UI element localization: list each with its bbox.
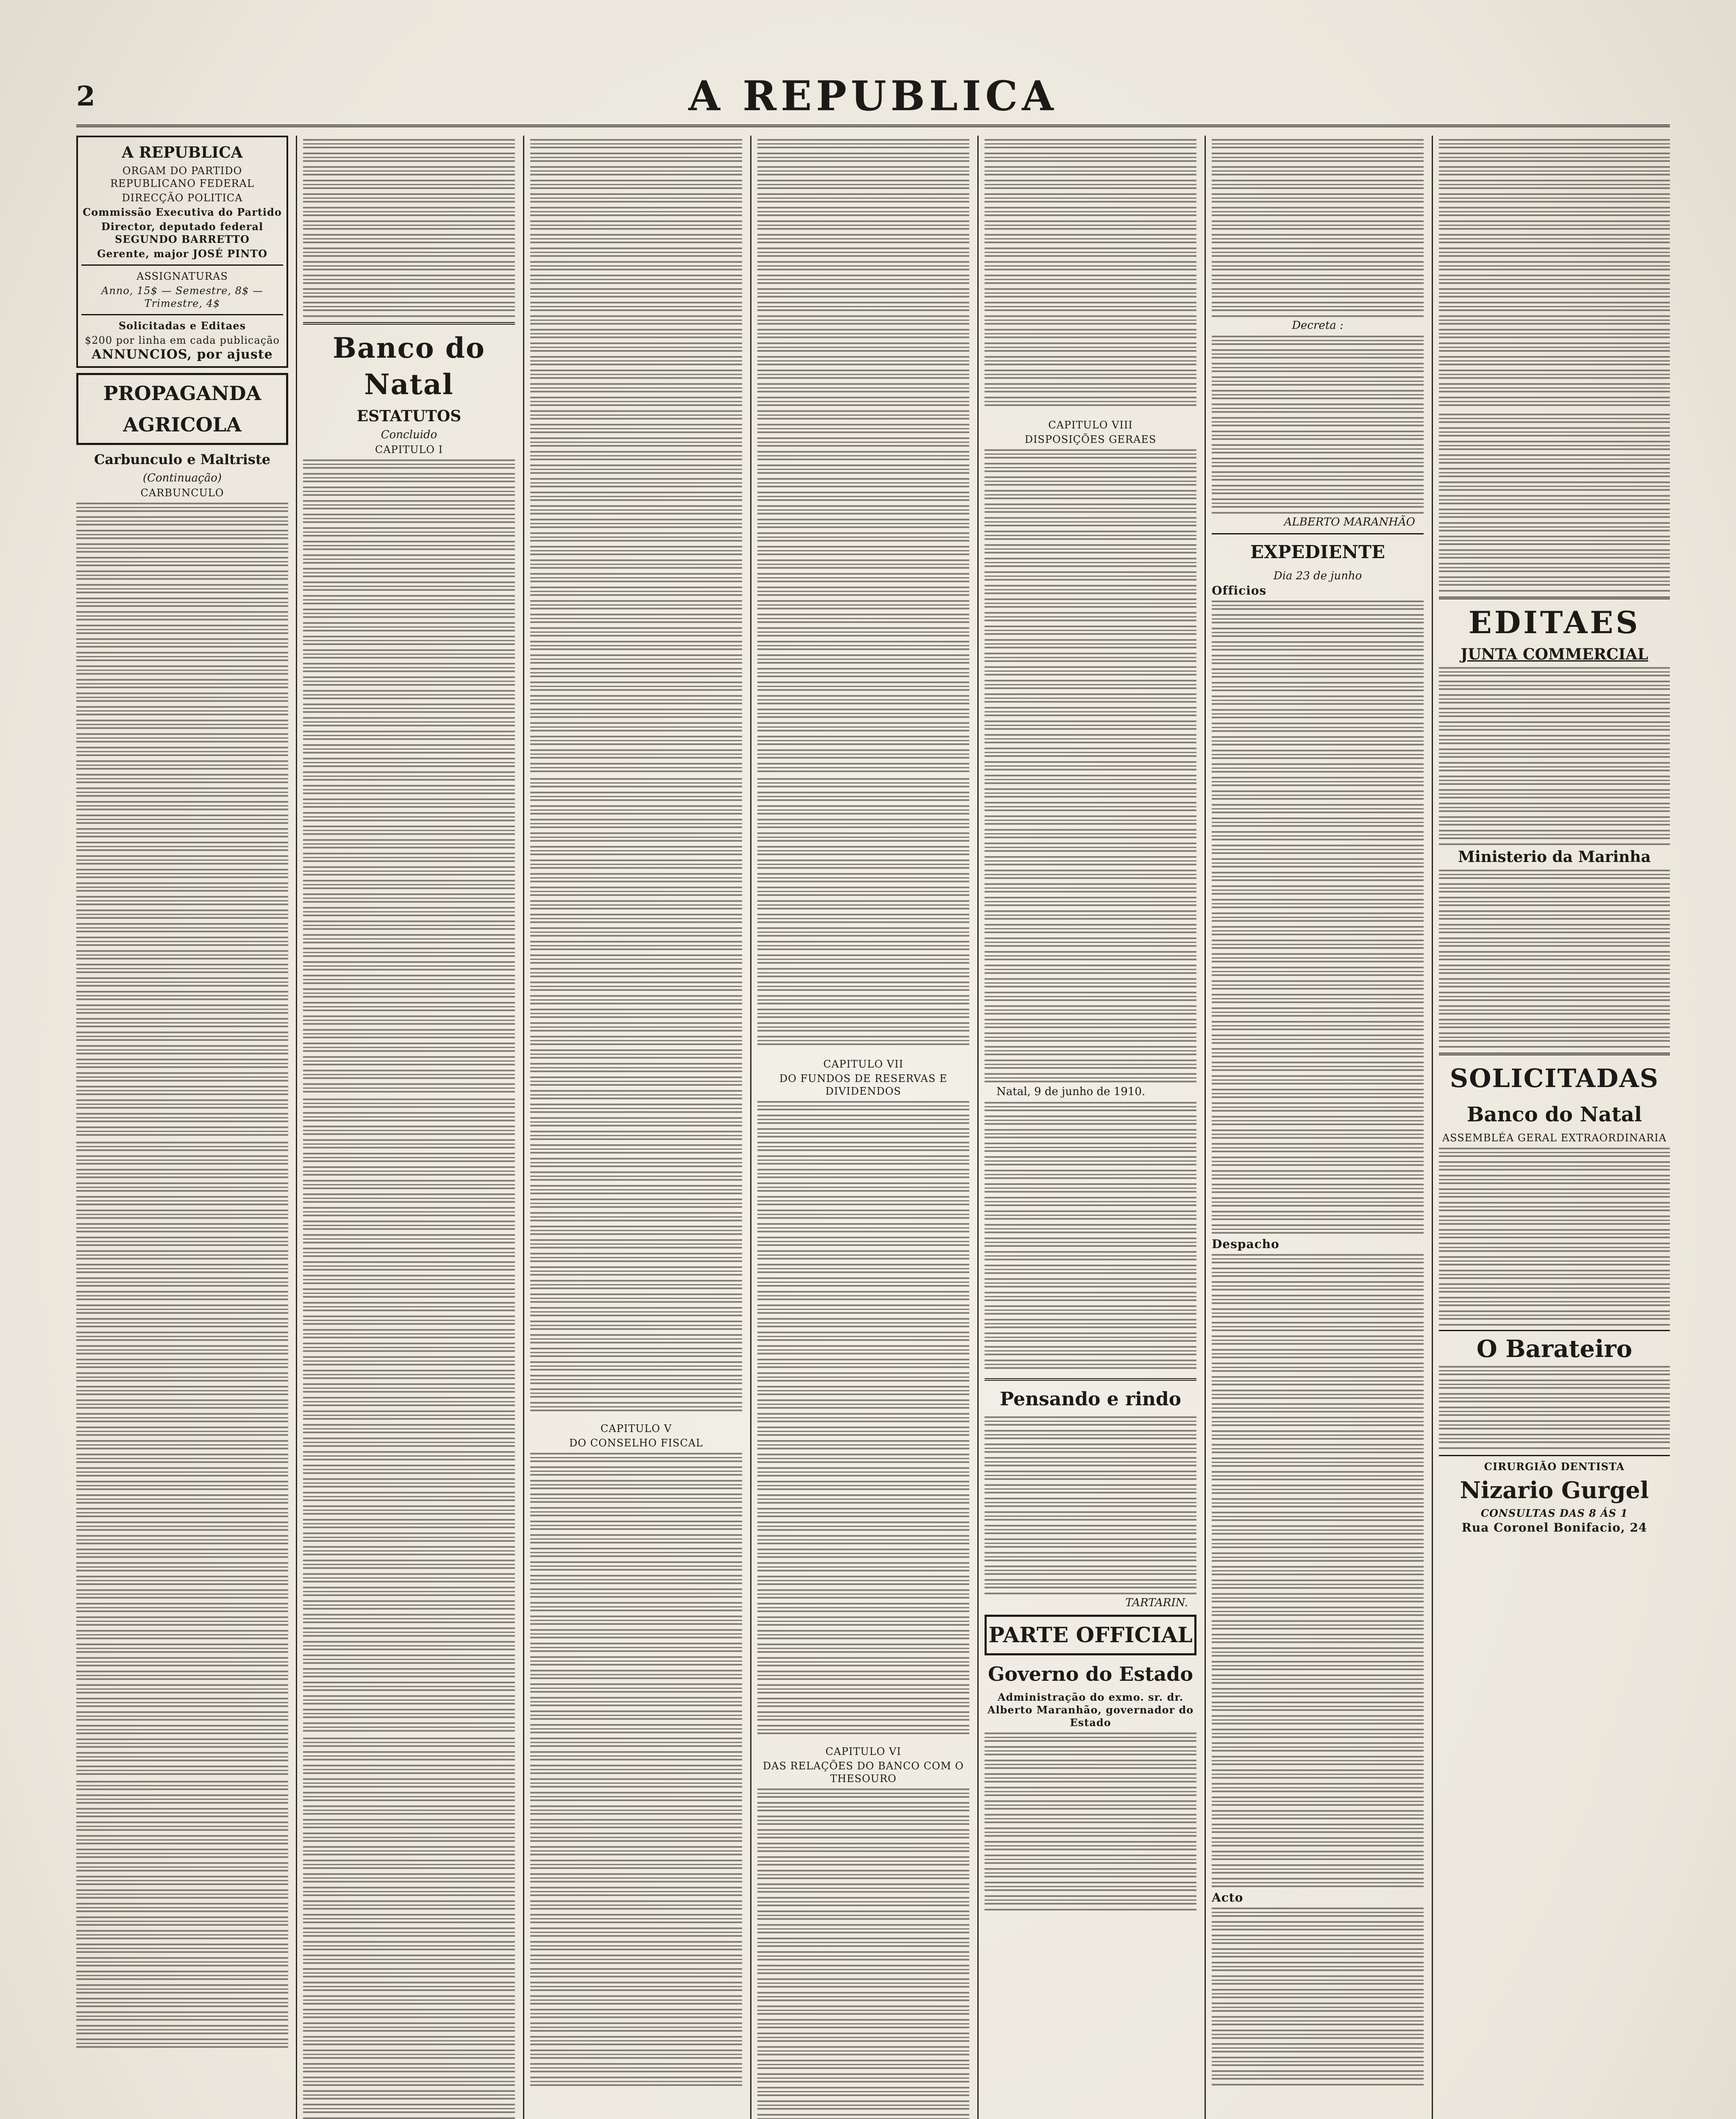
continuation: (Continuação) [142, 472, 222, 484]
pensando-heading: Pensando e rindo [1000, 1388, 1181, 1410]
cirurgiao-heading: CIRURGIÃO DENTISTA [1484, 1460, 1625, 1473]
governor-signature: ALBERTO MARANHÃO [1284, 516, 1415, 528]
column-3 [530, 136, 742, 2119]
columns [76, 136, 1670, 2119]
statutes-body [757, 1788, 969, 2119]
assembleia-heading: ASSEMBLÉA GERAL EXTRAORDINARIA [1442, 1132, 1667, 1144]
column-rule [523, 136, 524, 2119]
divider [1439, 1053, 1670, 1055]
dentist-name: Nizario Gurgel [1460, 1477, 1649, 1504]
sub-head: CARBUNCULO [140, 487, 224, 499]
column-1 [76, 136, 288, 2119]
statutes-body [757, 139, 969, 775]
statutes-body [985, 449, 1196, 1085]
barateiro-body [1439, 1366, 1670, 1451]
statutes-body [530, 139, 742, 775]
chapter-heading: CAPITULO I [375, 444, 443, 456]
publisher-box [76, 136, 288, 368]
despacho-heading: Despacho [1212, 1237, 1280, 1251]
subscriptions-label: ASSIGNATURAS [136, 270, 228, 282]
decree-body [1212, 336, 1424, 514]
direction: DIRECÇÃO POLITICA [122, 192, 243, 204]
column-7 [1439, 136, 1670, 2119]
column-4 [757, 136, 969, 2119]
contract-body [1439, 414, 1670, 592]
director: Director, deputado federal SEGUNDO BARRETTO [101, 220, 264, 245]
statutes-body [530, 778, 742, 1414]
admin-line: Administração do exmo. sr. dr. Alberto Maranhão, governador do Estado [987, 1691, 1194, 1729]
column-rule [1205, 136, 1206, 2119]
chapter-subheading: DISPOSIÇÕES GERAES [1024, 434, 1157, 445]
chapter-heading: CAPITULO VI [825, 1746, 901, 1757]
pensando-signature: TARTARIN. [1125, 1596, 1188, 1609]
divider [1439, 597, 1670, 599]
article-body [76, 1781, 288, 2052]
bank-title: Banco do Natal [333, 331, 485, 401]
dentist-address: Rua Coronel Bonifacio, 24 [1461, 1521, 1647, 1535]
solicitadas-line: Solicitadas e Editaes [118, 320, 246, 332]
junta-heading: JUNTA COMMERCIAL [1461, 645, 1648, 663]
subscriptions: Anno, 15$ — Semestre, 8$ — Trimestre, 4$ [101, 285, 263, 309]
annuncios: ANNUNCIOS, por ajuste [92, 347, 273, 362]
expediente-date: Dia 23 de junho [1273, 570, 1362, 582]
chapter-heading: CAPITULO V [600, 1423, 672, 1435]
column-rule [296, 136, 297, 2119]
line-price: $200 por linha em cada publicação [85, 334, 280, 346]
organ-line: ORGAM DO PARTIDO REPUBLICANO FEDERAL [110, 165, 254, 189]
column-rule [1432, 136, 1433, 2119]
paper-title: A REPUBLICA [122, 144, 243, 161]
date-line: Natal, 9 de junho de 1910. [996, 1085, 1146, 1098]
marinha-heading: Ministerio da Marinha [1458, 848, 1651, 866]
commission: Commissão Executiva do Partido [83, 206, 282, 218]
barateiro-heading: O Barateiro [1476, 1335, 1633, 1363]
statutes-body [985, 139, 1196, 410]
statutes-body [303, 1738, 515, 2119]
column-5 [985, 136, 1196, 2119]
signatures-list [985, 1102, 1196, 1373]
column-2 [303, 136, 515, 2119]
marinha-body [1439, 870, 1670, 1048]
divider [81, 264, 283, 266]
divider [303, 322, 515, 325]
acto-body [1212, 1908, 1424, 2086]
chapter-subheading: DO CONSELHO FISCAL [569, 1437, 703, 1449]
concluded: Concluido [381, 428, 437, 441]
article-body [76, 503, 288, 1138]
junta-body [1439, 667, 1670, 845]
divider [1439, 1455, 1670, 1456]
statutes-body [303, 459, 515, 1095]
section-banner: PROPAGANDA AGRICOLA [76, 373, 288, 445]
banco-heading: Banco do Natal [1466, 1103, 1642, 1126]
pensando-body [985, 1416, 1196, 1594]
despacho-body [1212, 1254, 1424, 1890]
divider [1212, 533, 1424, 534]
decree-body [1212, 139, 1424, 317]
column-rule [750, 136, 751, 2119]
acto-heading: Acto [1212, 1891, 1244, 1905]
official-banner: PARTE OFFICIAL [985, 1615, 1196, 1655]
divider [985, 1378, 1196, 1381]
chapter-heading: CAPITULO VII [823, 1058, 904, 1070]
masthead [76, 64, 1670, 127]
editaes-heading: EDITAES [1468, 604, 1641, 640]
chapter-subheading: DAS RELAÇÕES DO BANCO COM O THESOURO [762, 1760, 964, 1785]
column-rule [977, 136, 979, 2119]
contract-body [1439, 139, 1670, 410]
paper-name: A REPUBLICA [688, 72, 1058, 120]
government-heading: Governo do Estado [988, 1663, 1194, 1685]
solicitadas-heading: SOLICITADAS [1449, 1064, 1659, 1093]
official-body [985, 1732, 1196, 1910]
assembleia-body [1439, 1148, 1670, 1326]
statutes-body [530, 1453, 742, 2088]
masthead-rule [76, 125, 1670, 127]
expediente-heading: EXPEDIENTE [1250, 542, 1385, 562]
chapter-heading: CAPITULO VIII [1048, 419, 1133, 431]
decree-heading: Decreta : [1292, 319, 1344, 332]
dentist-hours: CONSULTAS DAS 8 ÁS 1 [1480, 1507, 1628, 1519]
statutes-body [757, 1101, 969, 1737]
divider [1439, 1330, 1670, 1331]
column-6 [1212, 136, 1424, 2119]
statutes-heading: ESTATUTOS [356, 407, 462, 425]
officios-heading: Officios [1212, 584, 1267, 598]
statutes-body [757, 778, 969, 1049]
article-title: Carbunculo e Maltriste [94, 451, 271, 467]
statutes-body [303, 1098, 515, 1734]
chapter-subheading: DO FUNDOS DE RESERVAS E DIVIDENDOS [779, 1073, 948, 1097]
manager: Gerente, major JOSÉ PINTO [97, 247, 268, 260]
article-body [303, 139, 515, 317]
divider [81, 314, 283, 315]
article-body [76, 1142, 288, 1777]
page-number: 2 [76, 81, 95, 112]
officios-body [1212, 601, 1424, 1236]
